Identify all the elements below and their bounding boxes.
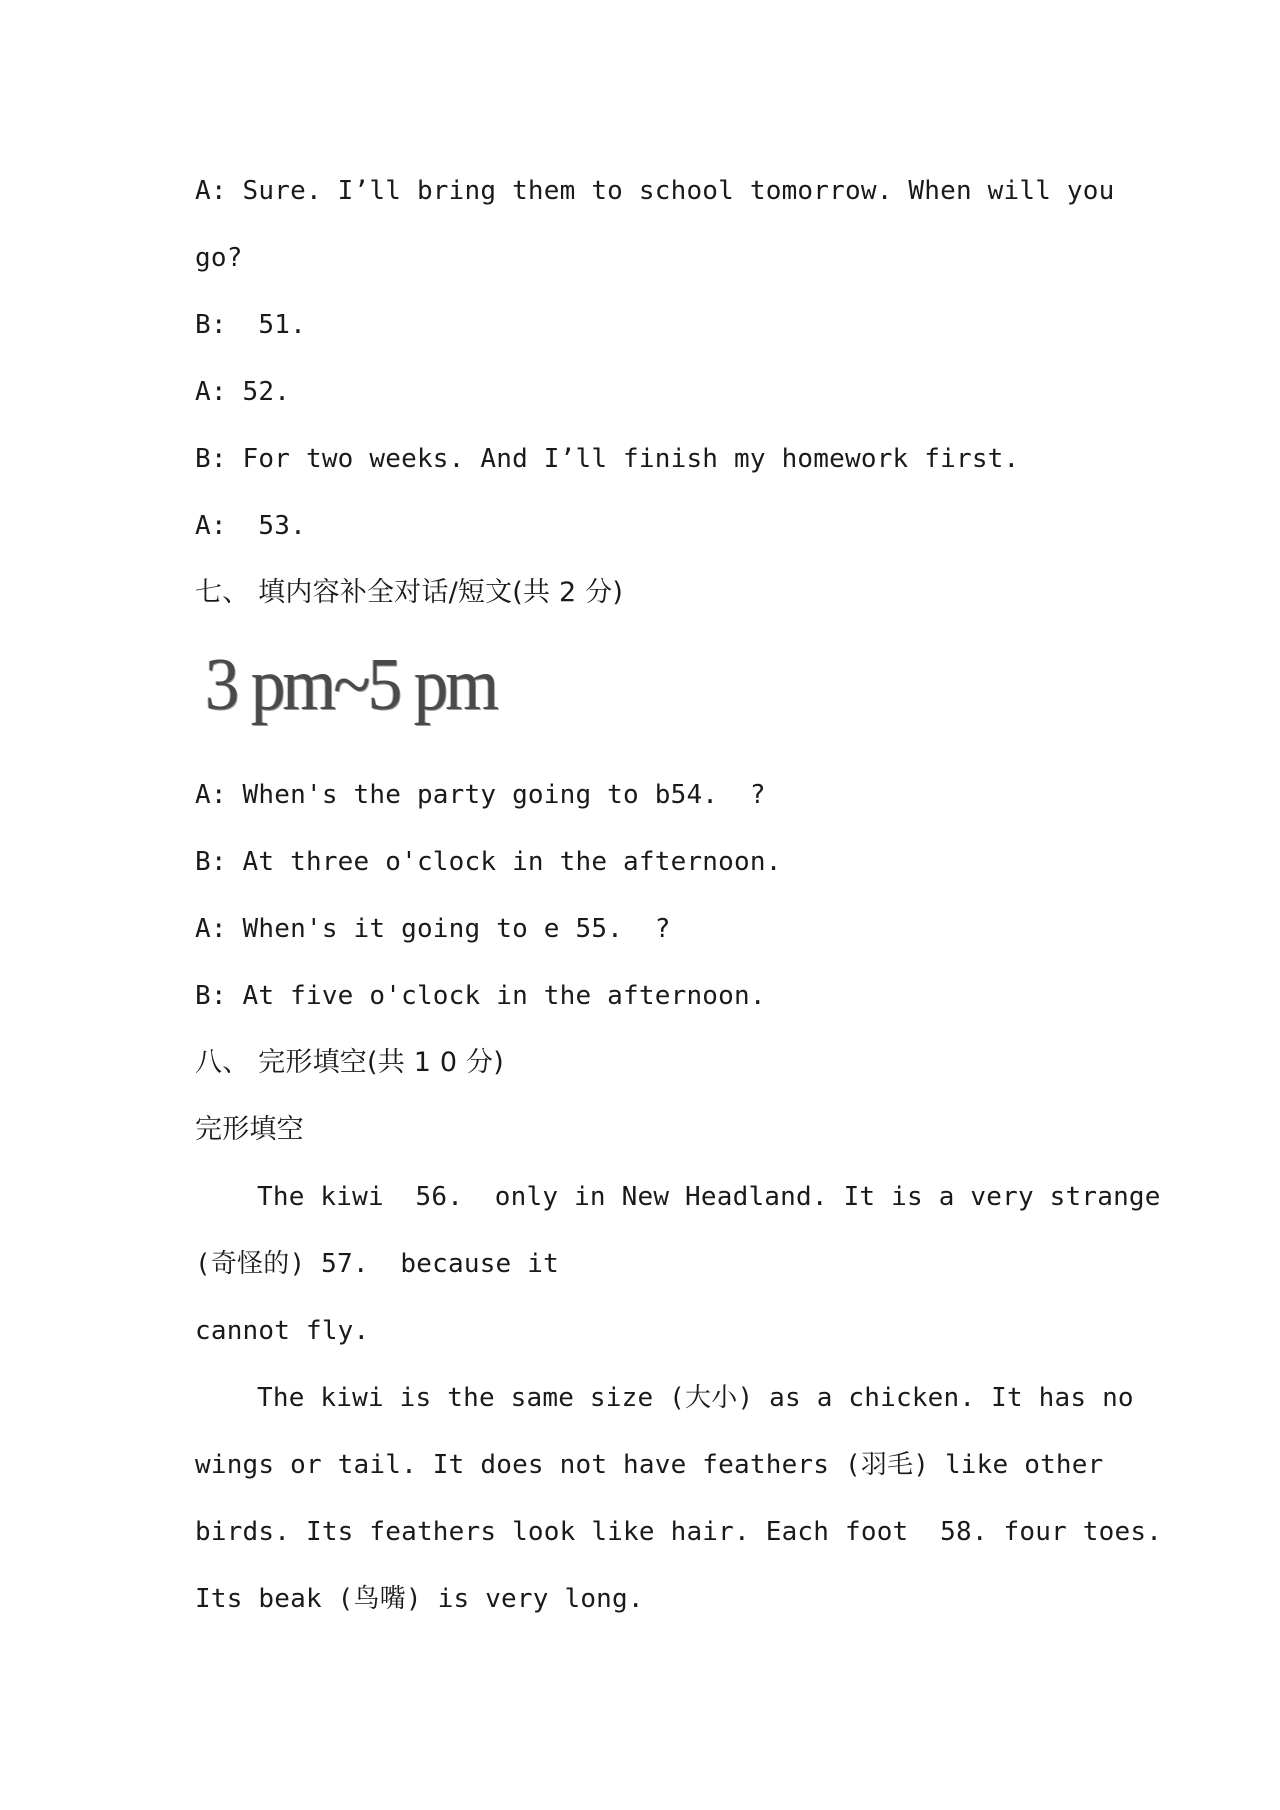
dialogue-line: B: At five o'clock in the afternoon.	[195, 981, 766, 1011]
time-range-image: 3 pm~5 pm	[205, 644, 497, 726]
passage-line: The kiwi 56. only in New Headland. It is a very strange	[257, 1182, 1161, 1212]
dialogue-line: A: 52.	[195, 377, 291, 407]
passage-line: (奇怪的) 57. because it	[195, 1249, 559, 1279]
dialogue-line: A: 53.	[195, 511, 306, 541]
dialogue-line: B: For two weeks. And I’ll finish my homework first.	[195, 444, 1020, 474]
section-7-heading: 七、 填内容补全对话/短文(共 2 分)	[195, 577, 624, 608]
dialogue-line: B: At three o'clock in the afternoon.	[195, 847, 782, 877]
passage-line: The kiwi is the same size (大小) as a chicken. It has no	[257, 1383, 1134, 1413]
dialogue-line: A: Sure. I’ll bring them to school tomorrow. When will you	[195, 176, 1115, 206]
section-8-heading: 八、 完形填空(共 1 0 分)	[195, 1047, 504, 1078]
dialogue-line: go?	[195, 243, 243, 273]
passage-line: Its beak (鸟嘴) is very long.	[195, 1584, 644, 1614]
section-8-subheading: 完形填空	[195, 1114, 304, 1145]
passage-line: birds. Its feathers look like hair. Each foot 58. four toes.	[195, 1517, 1163, 1547]
passage-line: wings or tail. It does not have feathers (羽毛) like other	[195, 1450, 1104, 1480]
dialogue-line: B: 51.	[195, 310, 306, 340]
dialogue-line: A: When's the party going to b54. ?	[195, 780, 766, 810]
dialogue-line: A: When's it going to e 55. ?	[195, 914, 671, 944]
passage-line: cannot fly.	[195, 1316, 370, 1346]
